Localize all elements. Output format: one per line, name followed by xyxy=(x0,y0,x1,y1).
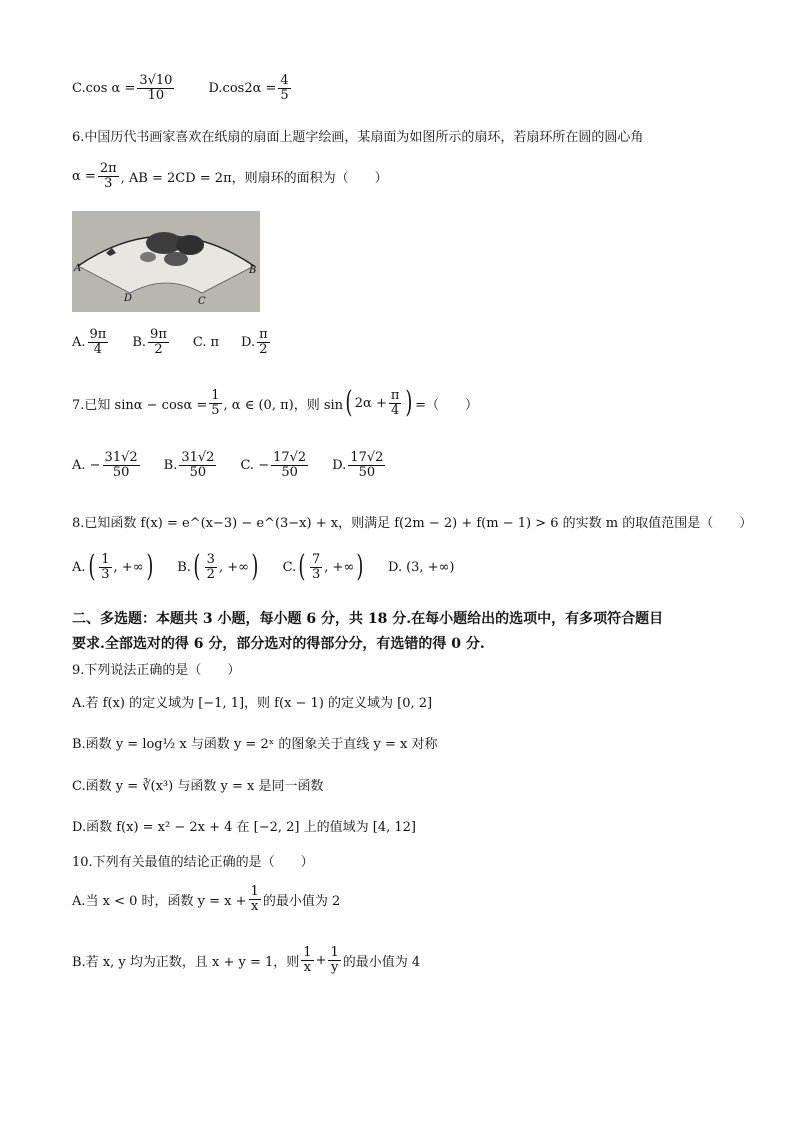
fraction xyxy=(88,328,109,356)
denominator: 2 xyxy=(206,566,215,582)
fraction xyxy=(271,451,308,479)
option-label: C. − xyxy=(240,457,270,473)
plus-sign: + xyxy=(315,952,327,968)
denominator: 50 xyxy=(281,464,298,480)
denominator: 10 xyxy=(147,87,165,103)
option-label: B. xyxy=(132,334,147,350)
fraction xyxy=(310,553,322,581)
denominator: 50 xyxy=(112,464,130,480)
left-paren: ( xyxy=(345,385,353,420)
option-label: A. xyxy=(72,334,86,350)
q8-stem xyxy=(72,512,752,531)
q9-option-b[interactable] xyxy=(72,733,437,752)
numerator: 3 xyxy=(206,551,215,567)
q7-option-d[interactable] xyxy=(332,451,387,479)
option-value: π xyxy=(210,334,220,350)
option-label: A. − xyxy=(72,457,101,473)
leaf-painting xyxy=(140,252,156,262)
question-text: 6.中国历代书画家喜欢在纸扇的扇面上题字绘画，某扇面为如图所示的扇环，若扇环所在圆的圆心角 xyxy=(72,130,644,145)
question-text: 8.已知函数 f(x) = e^(x−3) − e^(3−x) + x，则满足 f(2m − 2) + f(m − 1) > 6 的实数 m 的取值范围是（ ） xyxy=(72,516,753,531)
q9-option-d[interactable] xyxy=(72,816,416,835)
denominator: 4 xyxy=(93,341,103,357)
interval-tail: , +∞ xyxy=(113,559,144,575)
fraction xyxy=(99,553,111,581)
flower-painting xyxy=(176,235,204,255)
numerator: 31√2 xyxy=(104,450,138,465)
denominator: 3 xyxy=(104,175,113,191)
fraction xyxy=(301,946,313,974)
q8-option-c[interactable] xyxy=(282,549,366,584)
interval-tail: , +∞ xyxy=(324,559,355,575)
fraction xyxy=(278,74,290,102)
numerator: 17√2 xyxy=(350,450,384,465)
numerator: 1 xyxy=(303,945,312,960)
question-text: 10.下列有关最值的结论正确的是（ ） xyxy=(72,855,314,870)
numerator: π xyxy=(259,327,268,342)
numerator: π xyxy=(390,387,400,403)
condition-rest: , AB = 2CD = 2π，则扇环的面积为（ ） xyxy=(120,170,388,186)
question-text: =（ ） xyxy=(415,397,479,413)
left-paren: ( xyxy=(87,549,95,584)
condition-lhs: α = xyxy=(72,168,96,184)
section-heading-line-1 xyxy=(72,608,663,628)
fraction xyxy=(328,946,340,974)
q9-option-a[interactable] xyxy=(72,692,432,711)
right-paren: ) xyxy=(251,549,259,584)
option-label: D. xyxy=(241,334,256,350)
fig-label-d: D xyxy=(124,293,133,304)
denominator: 5 xyxy=(280,87,289,103)
fraction xyxy=(205,553,217,581)
denominator: y xyxy=(330,959,339,975)
q7-option-a[interactable] xyxy=(72,451,142,479)
option-text: B.若 x, y 均为正数，且 x + y = 1，则 xyxy=(72,954,300,970)
numerator: 9π xyxy=(150,327,167,342)
option-text: 的最小值为 2 xyxy=(262,893,341,909)
numerator: 9π xyxy=(89,327,107,342)
option-label: B. xyxy=(163,457,178,473)
option-label: D. xyxy=(388,559,403,575)
q6-option-a[interactable] xyxy=(72,328,110,356)
right-paren: ) xyxy=(145,549,153,584)
q8-option-a[interactable] xyxy=(72,549,155,584)
fraction xyxy=(103,451,140,479)
left-paren: ( xyxy=(298,549,306,584)
denominator: 2 xyxy=(259,341,268,357)
denominator: 4 xyxy=(390,402,400,418)
q5-option-c[interactable] xyxy=(72,74,176,102)
option-text: D.函数 f(x) = x² − 2x + 4 在 [−2, 2] 上的值域为 [4, 12] xyxy=(72,820,416,835)
q7-stem xyxy=(72,385,479,420)
section-heading-line-2 xyxy=(72,633,485,653)
question-text: 7.已知 sinα − cosα = xyxy=(72,397,208,413)
numerator: 3√10 xyxy=(139,73,173,88)
option-text: B.函数 y = log½ x 与函数 y = 2ˣ 的图象关于直线 y = x 对称 xyxy=(72,737,438,752)
q9-option-c[interactable] xyxy=(72,775,323,794)
denominator: 5 xyxy=(211,402,220,418)
numerator: 1 xyxy=(330,945,339,960)
option-label: C. xyxy=(192,334,207,350)
option-label: A. xyxy=(72,559,86,575)
q10-option-a[interactable] xyxy=(72,885,340,913)
leaf-painting xyxy=(164,252,188,266)
fig-label-b: B xyxy=(249,265,257,276)
left-paren: ( xyxy=(193,549,201,584)
fraction xyxy=(137,74,174,102)
numerator: 31√2 xyxy=(181,450,215,465)
q6-stem xyxy=(72,126,643,145)
q6-condition xyxy=(72,162,388,190)
denominator: 2 xyxy=(154,341,163,357)
option-label: B. xyxy=(177,559,191,575)
fan-figure xyxy=(72,211,260,312)
section-heading: 二、多选题：本题共 3 小题，每小题 6 分，共 18 分.在每小题给出的选项中，有多项符合题目 xyxy=(72,611,664,627)
numerator: 4 xyxy=(280,73,289,88)
option-text: A.若 f(x) 的定义域为 [−1, 1]，则 f(x − 1) 的定义域为 [0, 2] xyxy=(72,696,433,711)
fraction xyxy=(148,328,169,356)
denominator: 3 xyxy=(101,566,110,582)
option-text: 的最小值为 4 xyxy=(342,954,421,970)
q6-option-c[interactable] xyxy=(193,335,219,350)
denominator: 50 xyxy=(358,464,376,480)
fraction xyxy=(389,389,402,417)
numerator: 2π xyxy=(99,161,117,176)
q10-stem xyxy=(72,851,314,870)
denominator: 50 xyxy=(189,464,207,480)
fraction xyxy=(348,451,385,479)
numerator: 17√2 xyxy=(273,450,307,465)
option-text: C.函数 y = ∛(x³) 与函数 y = x 是同一函数 xyxy=(72,779,324,794)
q5-option-d[interactable] xyxy=(208,74,292,102)
q6-option-d[interactable] xyxy=(241,328,272,356)
right-paren: ) xyxy=(356,549,364,584)
fig-label-a: A xyxy=(74,263,82,274)
question-text: 9.下列说法正确的是（ ） xyxy=(72,663,241,678)
q7-options-row xyxy=(72,451,409,479)
q7-option-c[interactable] xyxy=(240,451,310,479)
fraction xyxy=(98,162,119,190)
fraction xyxy=(249,885,261,913)
q7-option-b[interactable] xyxy=(164,451,219,479)
q8-option-d[interactable] xyxy=(388,560,455,575)
option-text: A.当 x < 0 时，函数 y = x + xyxy=(72,893,247,909)
fraction xyxy=(257,328,270,356)
fraction xyxy=(179,451,216,479)
section-heading: 要求.全部选对的得 6 分，部分选对的得部分分，有选错的得 0 分. xyxy=(72,636,485,652)
numerator: 7 xyxy=(312,551,321,567)
option-expression: cos2α = xyxy=(222,80,277,96)
question-text: , α ∈ (0, π)，则 sin xyxy=(223,397,344,413)
denominator: 3 xyxy=(312,566,321,582)
fraction xyxy=(209,389,221,417)
q5-options-row xyxy=(72,74,315,102)
denominator: x xyxy=(251,898,259,914)
option-label: D. xyxy=(208,80,223,96)
option-label: C. xyxy=(72,80,86,96)
option-expression: cos α = xyxy=(85,80,136,96)
option-label: C. xyxy=(282,559,297,575)
numerator: 1 xyxy=(211,387,220,403)
q8-option-b[interactable] xyxy=(177,549,260,584)
q8-options-row xyxy=(72,549,477,584)
q6-options-row xyxy=(72,328,294,356)
option-label: D. xyxy=(332,457,347,473)
q9-stem xyxy=(72,659,240,678)
right-paren: ) xyxy=(405,385,413,420)
q10-option-b[interactable] xyxy=(72,946,420,974)
interval-tail: , +∞ xyxy=(218,559,249,575)
option-value: (3, +∞) xyxy=(406,559,455,575)
numerator: 1 xyxy=(250,884,259,899)
fig-label-c: C xyxy=(198,296,206,307)
numerator: 1 xyxy=(101,551,110,567)
q6-option-b[interactable] xyxy=(132,328,171,356)
denominator: x xyxy=(303,959,312,975)
inner-expression: 2α + xyxy=(354,395,387,411)
